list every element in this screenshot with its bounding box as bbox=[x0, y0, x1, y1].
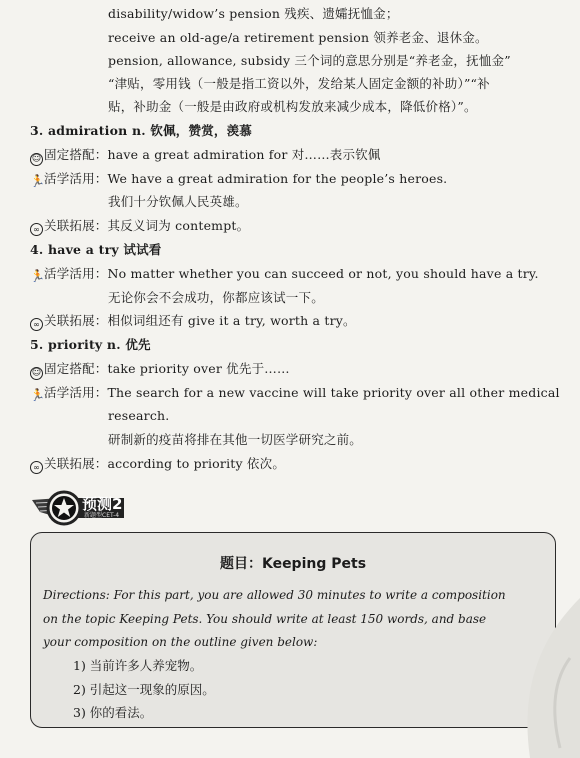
text-line: 无论你会不会成功，你都应该试一下。 bbox=[108, 290, 324, 305]
running-person-icon: 🏃 bbox=[30, 174, 46, 188]
related-extension bbox=[30, 218, 249, 236]
text-line: 关联拓展：according to priority 依次。 bbox=[44, 456, 286, 471]
text-line: pension, allowance, subsidy 三个词的意思分别是“养老金，抚恤金” bbox=[108, 53, 511, 68]
entry-heading: 3. admiration n. 钦佩，赞赏，羡慕 bbox=[30, 123, 252, 138]
entry-heading: 4. have a try 试试看 bbox=[30, 242, 162, 257]
fixed-collocation bbox=[30, 361, 290, 380]
running-person-icon: 🏃 bbox=[30, 388, 46, 402]
text-line: disability/widow’s pension 残疾、遗孀抚恤金； bbox=[108, 6, 399, 21]
task-title: 题目：Keeping Pets bbox=[219, 556, 367, 572]
text-line: 贴，补助金（一般是由政府或机构发放来减少成本，降低价格）”。 bbox=[108, 99, 477, 114]
text-line: “津贴，零用钱（一般是指工资以外，发给某人固定金额的补助）”“补 bbox=[108, 76, 490, 91]
link-icon: ∞ bbox=[30, 461, 43, 474]
text-line: 我们十分钦佩人民英雄。 bbox=[108, 194, 248, 209]
badge-sublabel: 新题型CET-4 bbox=[84, 512, 120, 519]
text-line: 研制新的疫苗将排在其他一切医学研究之前。 bbox=[108, 432, 363, 447]
smile-icon: ☺ bbox=[31, 154, 42, 164]
text-line: 固定搭配：have a great admiration for 对……表示钦佩 bbox=[44, 147, 381, 162]
writing-task-box bbox=[30, 532, 556, 728]
fixed-collocation bbox=[30, 147, 381, 166]
link-icon: ∞ bbox=[30, 318, 43, 331]
text-line: research. bbox=[108, 408, 170, 423]
decorative-corner-art bbox=[500, 598, 580, 758]
usage-example bbox=[30, 385, 560, 402]
entry-heading: 5. priority n. 优先 bbox=[30, 337, 151, 352]
related-extension bbox=[30, 456, 285, 474]
prediction-badge bbox=[30, 488, 126, 528]
text-line: 关联拓展：相似词组还有 give it a try, worth a try。 bbox=[44, 313, 356, 328]
directions-line: on the topic Keeping Pets. You should write at least 150 words, and base bbox=[43, 612, 487, 626]
text-line: 活学活用：We have a great admiration for the people’s heroes. bbox=[44, 171, 448, 186]
running-person-icon: 🏃 bbox=[30, 269, 46, 283]
usage-example bbox=[30, 266, 539, 283]
text-line: 关联拓展：其反义词为 contempt。 bbox=[44, 218, 250, 233]
outline-item: 3) 你的看法。 bbox=[73, 705, 153, 720]
outline-item: 2) 引起这一现象的原因。 bbox=[73, 682, 215, 697]
smile-icon: ☺ bbox=[31, 368, 42, 378]
usage-example bbox=[30, 171, 447, 188]
outline-item: 1) 当前许多人养宠物。 bbox=[73, 658, 203, 673]
directions-line: Directions: For this part, you are allowed 30 minutes to write a composition bbox=[43, 588, 506, 602]
directions-line: your composition on the outline given below: bbox=[43, 635, 318, 649]
related-extension bbox=[30, 313, 356, 331]
text-line: receive an old-age/a retirement pension 领养老金、退休金。 bbox=[108, 30, 488, 45]
text-line: 活学活用：No matter whether you can succeed or not, you should have a try. bbox=[44, 266, 539, 281]
badge-label: 预测2 bbox=[82, 495, 123, 513]
text-line: 活学活用：The search for a new vaccine will take priority over all other medical bbox=[44, 385, 560, 400]
text-line: 固定搭配：take priority over 优先于…… bbox=[44, 361, 290, 376]
link-icon: ∞ bbox=[30, 223, 43, 236]
